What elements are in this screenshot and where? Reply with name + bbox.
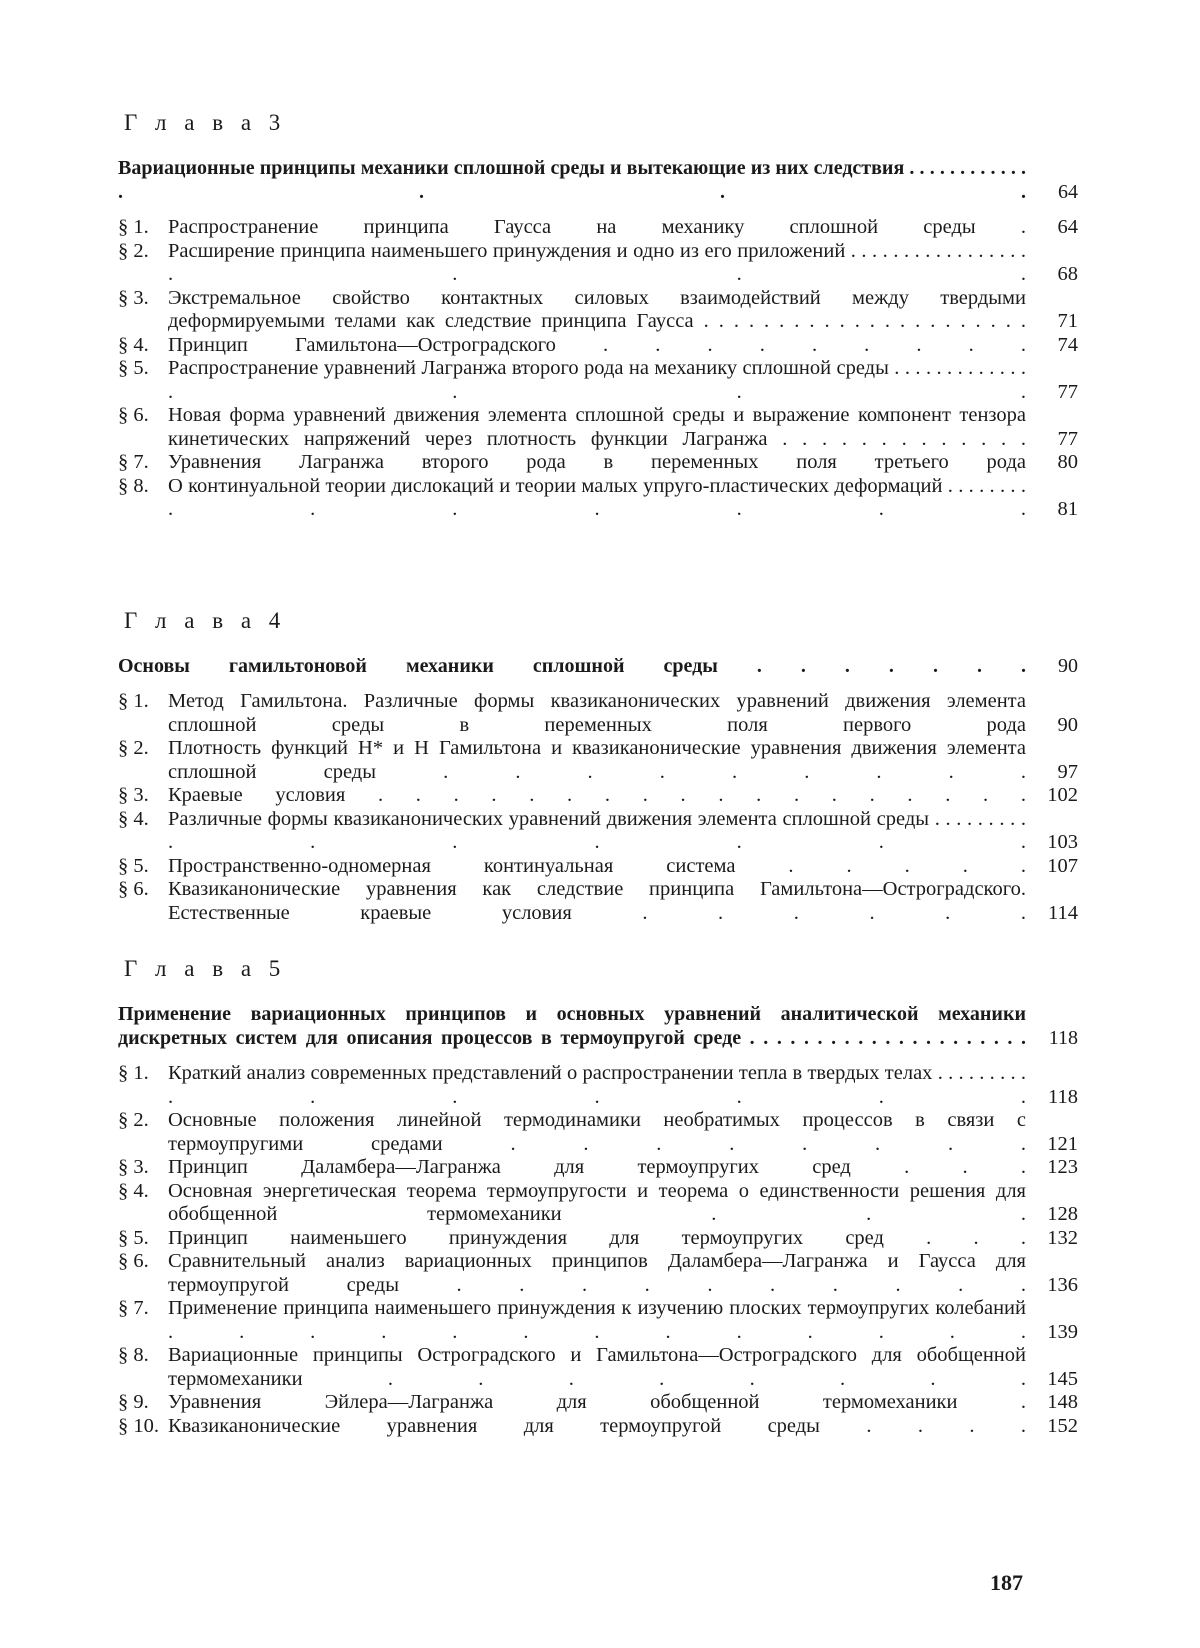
section-page: 123 bbox=[1047, 1156, 1078, 1178]
section-page: 77 bbox=[1057, 427, 1078, 450]
section-title: Расширение принципа наименьшего принуждения и одно из его приложений . . . . . . . . . . . . . . . . . . . . . bbox=[168, 239, 1026, 285]
section-page: 114 bbox=[1048, 901, 1078, 924]
section-title: Основные положения линейной термодинамики необратимых процессов в связи с термоупругими средами . . . . . . . . bbox=[168, 1109, 1026, 1155]
section-title: Применение принципа наименьшего принуждения к изучению плоских термоупругих колебаний . . . . . . . . . . . . . bbox=[168, 1297, 1026, 1343]
section-title: Экстремальное свойство контактных силовых взаимодействий между твердыми деформируемыми телами как следствие принципа Гаусса . . . . . . . . . . . . . . . . . . . . . . bbox=[168, 286, 1026, 332]
toc-entry bbox=[118, 737, 1078, 784]
section-page: 107 bbox=[1047, 854, 1078, 877]
section-title: Распространение уравнений Лагранжа второго рода на механику сплошной среды . . . . . . . . . . . . . . . . . bbox=[168, 357, 1026, 403]
toc-entry bbox=[118, 216, 1078, 240]
section-page: 128 bbox=[1047, 1203, 1078, 1225]
toc-entry bbox=[118, 784, 1078, 808]
toc-entry bbox=[118, 357, 1078, 404]
chapter-5 bbox=[118, 956, 1078, 1438]
toc-entry bbox=[118, 1109, 1078, 1156]
section-title: Распространение принципа Гаусса на механику сплошной среды . bbox=[168, 216, 1026, 238]
section-number: § 4. bbox=[118, 807, 149, 830]
section-page: 121 bbox=[1047, 1132, 1078, 1155]
section-page: 102 bbox=[1047, 784, 1078, 806]
section-number: § 5. bbox=[118, 357, 149, 379]
toc-entry bbox=[118, 808, 1078, 855]
toc-entry bbox=[118, 334, 1078, 358]
section-title: Принцип Гамильтона—Остроградского . . . . . . . . . bbox=[168, 333, 1026, 356]
section-number: § 8. bbox=[118, 474, 149, 497]
section-number: § 8. bbox=[118, 1344, 149, 1366]
section-title: Принцип наименьшего принуждения для термоупругих сред . . . bbox=[168, 1226, 1026, 1249]
section-title: Уравнения Лагранжа второго рода в переменных поля третьего рода bbox=[168, 451, 1026, 473]
section-number: § 2. bbox=[118, 1109, 149, 1131]
section-number: § 2. bbox=[118, 239, 149, 262]
toc-entry bbox=[118, 1391, 1078, 1415]
chapter-4 bbox=[118, 608, 1078, 925]
section-page: 136 bbox=[1047, 1273, 1078, 1296]
section-page: 64 bbox=[1057, 216, 1078, 238]
section-page: 71 bbox=[1057, 310, 1078, 332]
section-number: § 6. bbox=[118, 404, 149, 426]
section-page: 74 bbox=[1057, 333, 1078, 356]
chapter-page: 64 bbox=[1058, 181, 1078, 203]
toc-entry bbox=[118, 475, 1078, 522]
section-number: § 9. bbox=[118, 1391, 149, 1413]
section-number: § 5. bbox=[118, 1226, 149, 1249]
section-title: Различные формы квазиканонических уравнений движения элемента сплошной среды . . . . . . . . . . . . . . . . bbox=[168, 807, 1026, 853]
toc-entry bbox=[118, 878, 1078, 925]
section-title: Сравнительный анализ вариационных принципов Даламбера—Лагранжа и Гаусса для термоупругой среды . . . . . . . . . . bbox=[168, 1250, 1026, 1296]
section-page: 152 bbox=[1047, 1414, 1078, 1437]
section-title: Вариационные принципы Остроградского и Гамильтона—Остроградского для обобщенной термомеханики . . . . . . . . bbox=[168, 1344, 1026, 1390]
chapter-title bbox=[118, 156, 1078, 204]
toc-entry bbox=[118, 1180, 1078, 1227]
chapter-title-text: Применение вариационных принципов и основных уравнений аналитической механики дискретных систем для описания процессов в термоупругой среде . . . . . . . . . . . . . . . . . . . . . bbox=[118, 1003, 1026, 1049]
toc-entry bbox=[118, 690, 1078, 737]
section-title: Уравнения Эйлера—Лагранжа для обобщенной термомеханики . bbox=[168, 1391, 1026, 1413]
chapter-title-text: Основы гамильтоновой механики сплошной среды . . . . . . . bbox=[118, 655, 1026, 677]
section-title: Пространственно-одномерная континуальная система . . . . . bbox=[168, 854, 1026, 877]
toc-entry bbox=[118, 1227, 1078, 1251]
section-page: 80 bbox=[1057, 451, 1078, 473]
section-number: § 1. bbox=[118, 1062, 149, 1084]
toc-entry bbox=[118, 855, 1078, 879]
chapter-title bbox=[118, 1002, 1078, 1050]
section-number: § 7. bbox=[118, 1297, 149, 1319]
chapter-label: Г л а в а 5 bbox=[124, 956, 287, 981]
section-page: 68 bbox=[1057, 263, 1078, 285]
section-page: 145 bbox=[1047, 1367, 1078, 1390]
section-title: О континуальной теории дислокаций и теории малых упруго-пластических деформаций . . . . . . . . . . . . . . . bbox=[168, 474, 1026, 520]
section-page: 139 bbox=[1047, 1320, 1078, 1343]
section-number: § 1. bbox=[118, 690, 149, 712]
toc-entry bbox=[118, 1156, 1078, 1180]
toc-entry bbox=[118, 404, 1078, 451]
section-number: § 7. bbox=[118, 451, 149, 473]
section-page: 118 bbox=[1048, 1085, 1078, 1108]
section-number: § 1. bbox=[118, 216, 149, 238]
section-number: § 3. bbox=[118, 286, 149, 309]
section-number: § 4. bbox=[118, 333, 149, 356]
toc-entry bbox=[118, 1062, 1078, 1109]
section-number: § 2. bbox=[118, 737, 149, 759]
toc-entry bbox=[118, 451, 1078, 475]
section-number: § 10. bbox=[118, 1414, 159, 1437]
chapter-title bbox=[118, 654, 1078, 678]
section-number: § 3. bbox=[118, 1156, 149, 1178]
section-title: Новая форма уравнений движения элемента сплошной среды и выражение компонент тензора кинетических напряжений через плотность функции Лагранжа . . . . . . . . . . . . . bbox=[168, 404, 1026, 450]
section-page: 97 bbox=[1057, 760, 1078, 783]
section-page: 132 bbox=[1047, 1226, 1078, 1249]
chapter-3 bbox=[118, 110, 1078, 522]
section-title: Плотность функций H* и H Гамильтона и квазиканонические уравнения движения элемента сплошной среды . . . . . . . . . bbox=[168, 737, 1026, 783]
toc-entry bbox=[118, 1344, 1078, 1391]
section-title: Основная энергетическая теорема термоупругости и теорема о единственности решения для обобщенной термомеханики . . . bbox=[168, 1179, 1026, 1225]
section-number: § 5. bbox=[118, 854, 149, 877]
section-number: § 6. bbox=[118, 1250, 149, 1272]
section-page: 103 bbox=[1047, 831, 1078, 853]
chapter-page: 90 bbox=[1058, 655, 1078, 677]
toc-entry bbox=[118, 1297, 1078, 1344]
section-title: Принцип Даламбера—Лагранжа для термоупругих сред . . . bbox=[168, 1156, 1026, 1178]
chapter-title-text: Вариационные принципы механики сплошной среды и вытекающие из них следствия . . . . . . . . . . . . . . . . bbox=[118, 157, 1026, 203]
section-page: 81 bbox=[1057, 498, 1078, 520]
toc-entry bbox=[118, 1415, 1078, 1439]
section-title: Краевые условия . . . . . . . . . . . . . . . . . . bbox=[168, 784, 1026, 806]
section-title: Квазиканонические уравнения как следствие принципа Гамильтона—Остроградского. Естественные краевые условия . . . . . . bbox=[168, 878, 1026, 924]
section-title: Краткий анализ современных представлений о распространении тепла в твердых телах . . . . . . . . . . . . . . . . bbox=[168, 1062, 1026, 1108]
section-page: 148 bbox=[1047, 1391, 1078, 1413]
toc-entry bbox=[118, 287, 1078, 334]
chapter-page: 118 bbox=[1048, 1027, 1078, 1049]
section-number: § 3. bbox=[118, 784, 149, 806]
chapter-label: Г л а в а 3 bbox=[124, 110, 287, 135]
section-page: 90 bbox=[1057, 713, 1078, 736]
section-title: Метод Гамильтона. Различные формы квазиканонических уравнений движения элемента сплошной среды в переменных поля первого рода bbox=[168, 690, 1026, 736]
section-title: Квазиканонические уравнения для термоупругой среды . . . . bbox=[168, 1414, 1026, 1437]
chapter-label: Г л а в а 4 bbox=[124, 608, 287, 633]
toc-entry bbox=[118, 240, 1078, 287]
section-number: § 4. bbox=[118, 1179, 149, 1202]
toc-entry bbox=[118, 1250, 1078, 1297]
section-number: § 6. bbox=[118, 878, 149, 900]
section-page: 77 bbox=[1057, 380, 1078, 403]
page-number: 187 bbox=[990, 1570, 1023, 1595]
